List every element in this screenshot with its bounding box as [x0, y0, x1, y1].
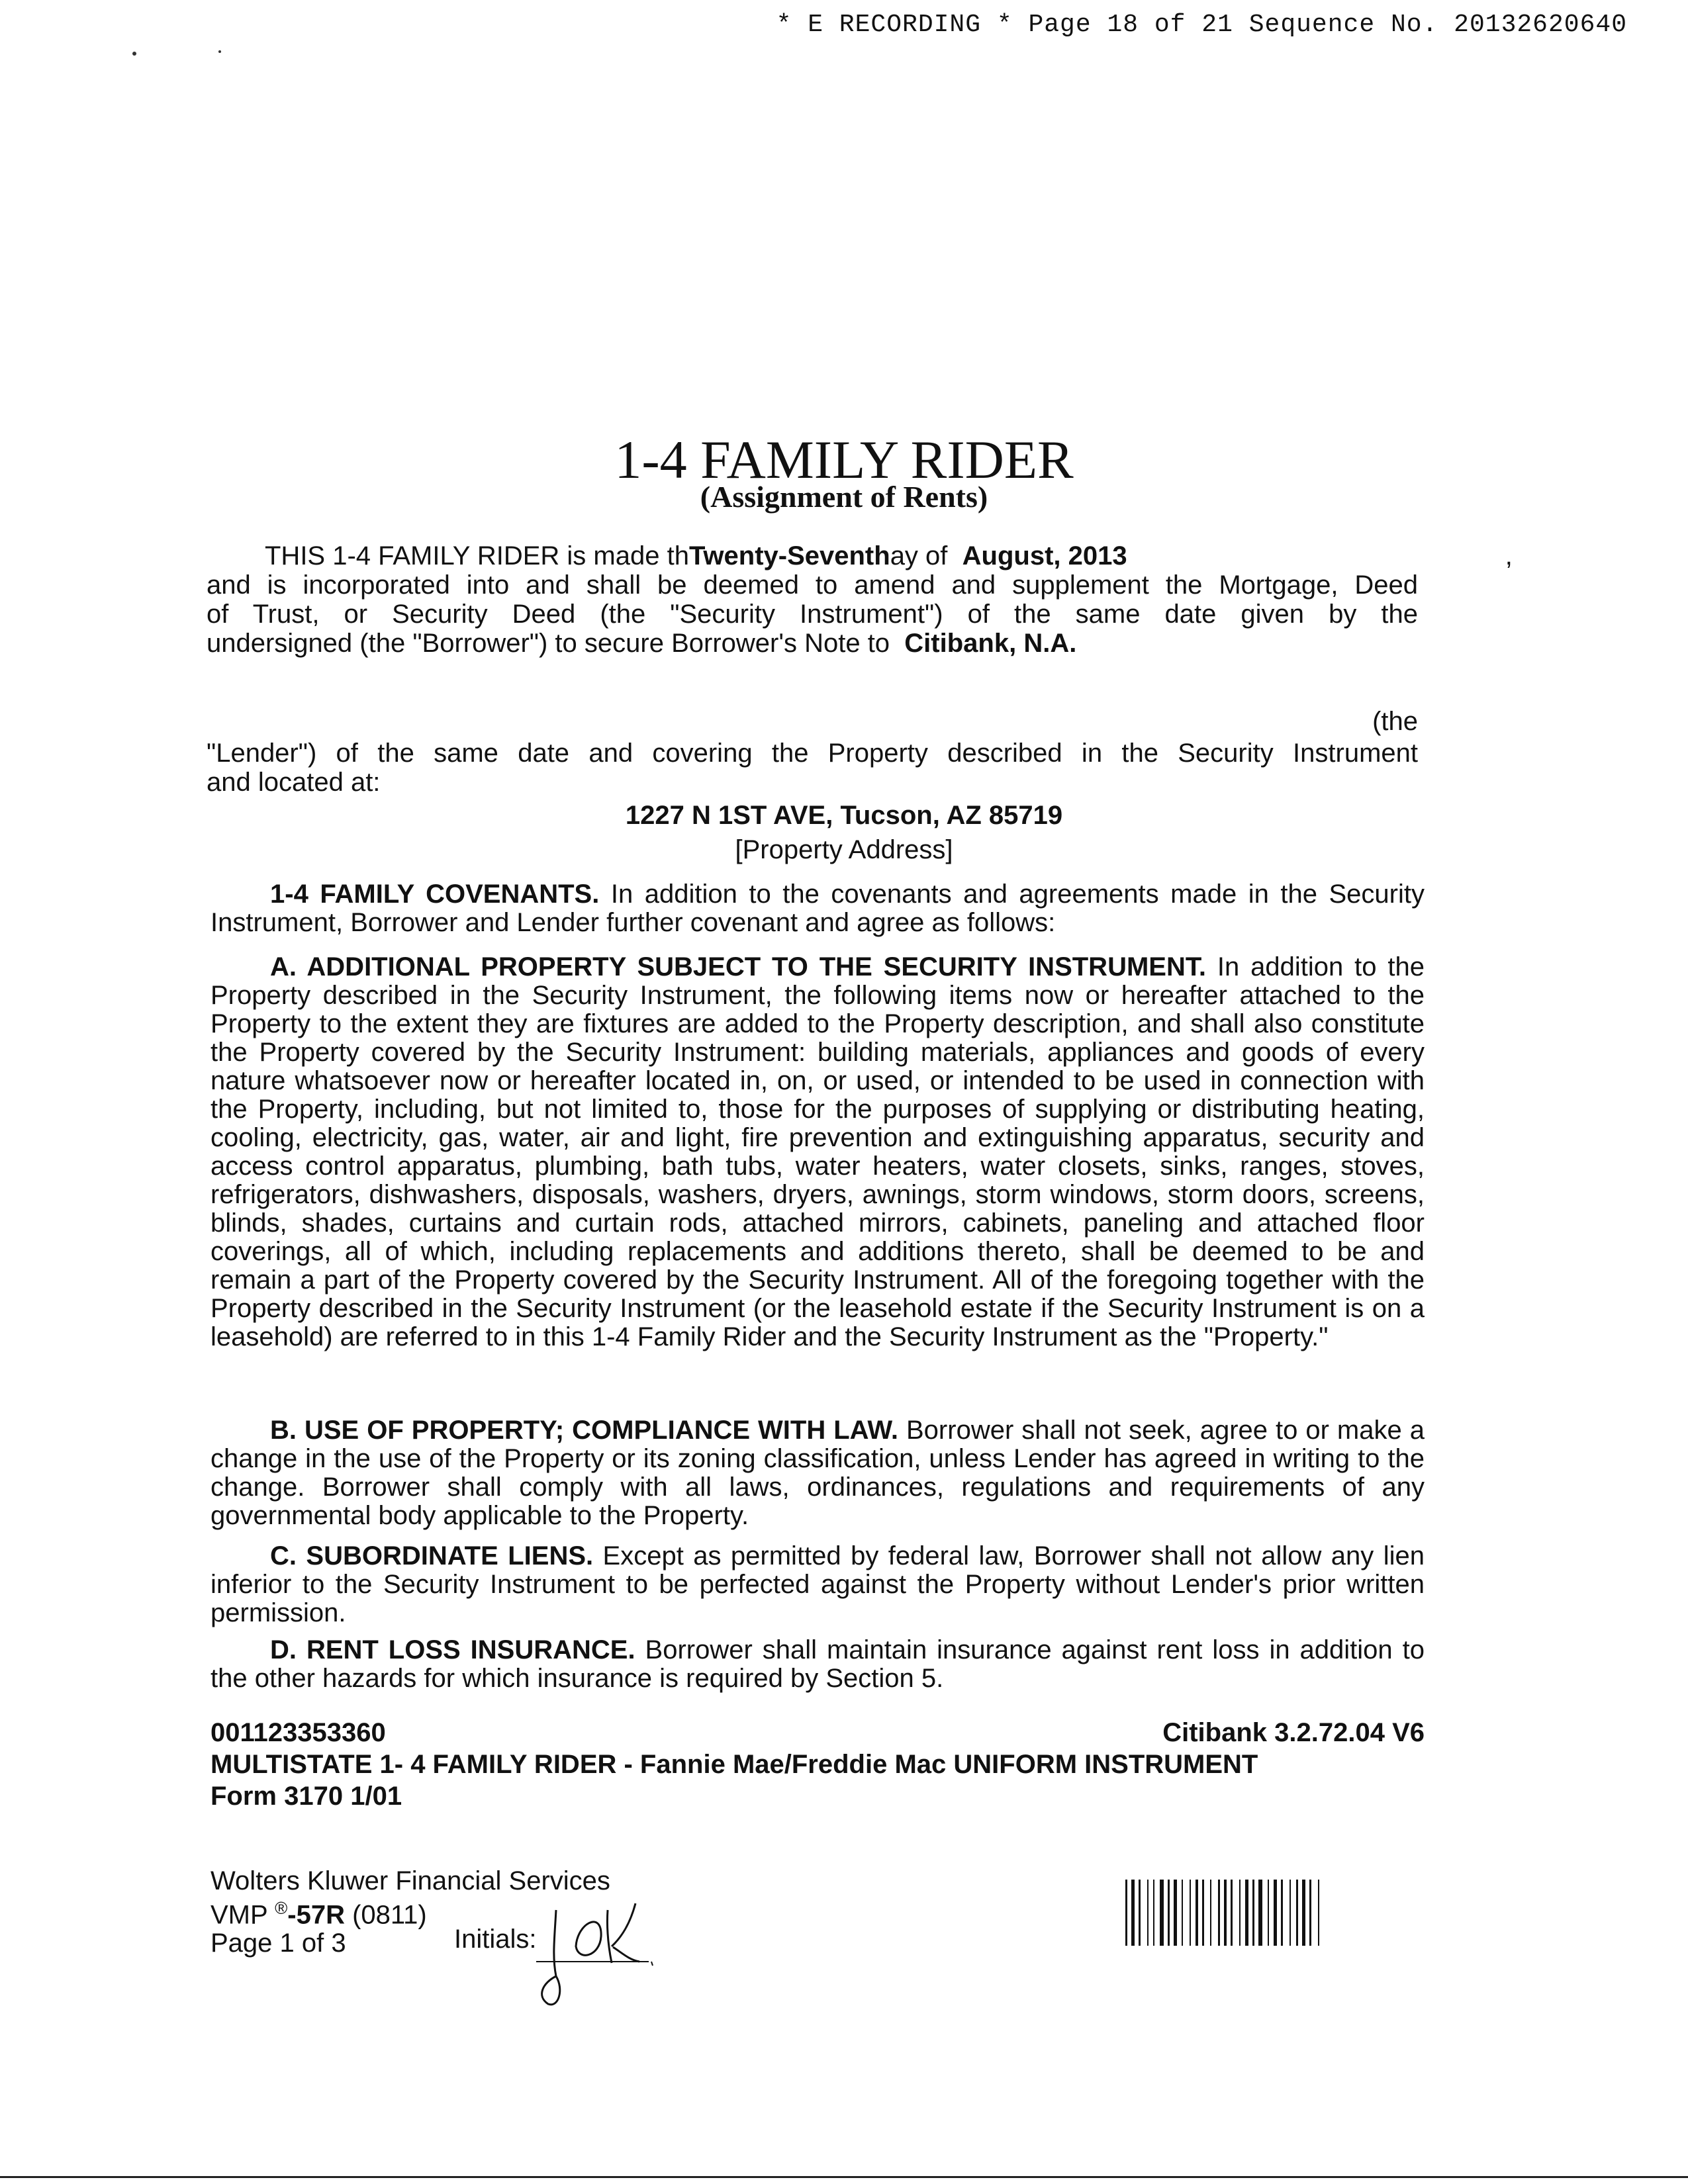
barcode-bar: [1252, 1880, 1254, 1946]
scan-speck: [132, 52, 136, 56]
barcode-bar: [1281, 1880, 1283, 1946]
covenants-text: In addition to the covenants and agreements made in the Security Instrument, Borrower and Lender further covenant and agree as follows:: [211, 880, 1425, 937]
section-d-heading: D. RENT LOSS INSURANCE.: [270, 1635, 635, 1664]
barcode-bar: [1168, 1880, 1170, 1946]
barcode-bar: [1153, 1880, 1154, 1946]
section-a-paragraph: [211, 953, 1425, 1351]
barcode-bar: [1147, 1880, 1149, 1946]
barcode-bar: [1131, 1880, 1135, 1946]
intro-comma: ,: [1505, 541, 1513, 570]
vmp-code: [211, 1898, 427, 1930]
covenants-heading: 1-4 FAMILY COVENANTS.: [270, 880, 600, 909]
bottom-rule: [0, 2176, 1688, 2178]
barcode-bar: [1174, 1880, 1177, 1946]
intro-prefix: THIS 1-4 FAMILY RIDER is made th: [265, 541, 689, 570]
intro-mid: ay of: [890, 541, 948, 570]
barcode-bar: [1160, 1880, 1164, 1946]
barcode-bar: [1196, 1880, 1198, 1946]
rider-month-year: August, 2013: [962, 541, 1127, 570]
loan-number: 001123353360: [211, 1718, 386, 1747]
intro-line-3: of Trust, or Security Deed (the "Security Instrument") of the same date given by the: [207, 600, 1418, 629]
section-c-heading: C. SUBORDINATE LIENS.: [270, 1541, 594, 1570]
barcode-bar: [1274, 1880, 1277, 1946]
rider-day: Twenty-Seventh: [688, 541, 890, 570]
vmp-suffix: (0811): [352, 1900, 427, 1930]
property-address: 1227 N 1ST AVE, Tucson, AZ 85719: [625, 801, 1063, 830]
page-counter: Page 1 of 3: [211, 1929, 346, 1958]
barcode-bar: [1258, 1880, 1262, 1946]
section-b-text: Borrower shall not seek, agree to or make a change in the use of the Property or its zoning classification, unless Lender has agreed in writing to the change. Borrower shall comply with all laws, ordinances, regulations and requirements of any governmental body applicable to the Property.: [211, 1416, 1425, 1530]
form-code: Citibank 3.2.72.04 V6: [1162, 1718, 1425, 1747]
document-title: 1-4 FAMILY RIDER: [614, 430, 1074, 490]
lender-paragraph: [207, 739, 1418, 797]
barcode-bar: [1125, 1880, 1127, 1946]
document-subtitle: (Assignment of Rents): [700, 480, 988, 514]
initials-signature: [530, 1884, 662, 2009]
section-b-paragraph: [211, 1416, 1425, 1530]
section-d-paragraph: [211, 1636, 1425, 1693]
barcode-bar: [1182, 1880, 1183, 1946]
section-a-heading: A. ADDITIONAL PROPERTY SUBJECT TO THE SECURITY INSTRUMENT.: [270, 952, 1206, 981]
section-c-paragraph: [211, 1542, 1425, 1627]
lender-name: Citibank, N.A.: [904, 629, 1077, 658]
barcode-bar: [1296, 1880, 1298, 1946]
intro-line-2: and is incorporated into and shall be deemed to amend and supplement the Mortgage, Deed: [207, 570, 1418, 600]
intro-paragraph: [207, 541, 1513, 658]
barcode-bar: [1239, 1880, 1241, 1946]
section-b-heading: B. USE OF PROPERTY; COMPLIANCE WITH LAW.: [270, 1416, 898, 1445]
form-number: Form 3170 1/01: [211, 1782, 402, 1811]
vmp-prefix: VMP: [211, 1900, 267, 1930]
scan-speck: [218, 50, 221, 53]
section-d-text: Borrower shall maintain insurance against rent loss in addition to the other hazards for which insurance is required by Section 5.: [211, 1635, 1425, 1693]
barcode-bar: [1245, 1880, 1248, 1946]
section-a-text: In addition to the Property described in the Security Instrument, the following items now or hereafter attached to the Property to the extent they are fixtures are added to the Property description, and shall also constitute the Property covered by the Security Instrument: building materials, appliances and goods of every nature whatsoever now or hereafter located in, on, or used, or intended to be used in connection with the Property, including, but not limited to, those for the purposes of supplying or distributing heating, cooling, electricity, gas, water, air and light, fire prevention and extinguishing apparatus, security and access control apparatus, plumbing, bath tubs, water heaters, water closets, sinks, ranges, stoves, refrigerators, dishwashers, disposals, washers, dryers, awnings, storm windows, storm doors, screens, blinds, shades, curtains and curtain rods, attached mirrors, cabinets, paneling and attached floor coverings, all of which, including replacements and additions thereto, shall be deemed to be and remain a part of the Property covered by the Security Instrument. All of the foregoing together with the Property described in the Security Instrument (or the leasehold estate if the Security Instrument is on a leasehold) are referred to in this 1-4 Family Rider and the Security Instrument as the "Property.": [211, 952, 1425, 1351]
form-title: MULTISTATE 1- 4 FAMILY RIDER - Fannie Mae/Freddie Mac UNIFORM INSTRUMENT: [211, 1750, 1258, 1779]
barcode-bar: [1210, 1880, 1211, 1946]
registered-mark: ®: [275, 1898, 288, 1918]
publisher-name: Wolters Kluwer Financial Services: [211, 1866, 610, 1895]
lender-open-paren: (the: [1372, 707, 1418, 736]
intro-line-1: [207, 541, 1513, 570]
barcode-bar: [1190, 1880, 1191, 1946]
barcode-bar: [1309, 1880, 1311, 1946]
section-c-text: Except as permitted by federal law, Borrower shall not allow any lien inferior to the Security Instrument to be perfected against the Property without Lender's prior written permission.: [211, 1541, 1425, 1627]
barcode-bar: [1268, 1880, 1269, 1946]
intro-note-prefix: undersigned (the "Borrower") to secure Borrower's Note to: [207, 629, 890, 658]
barcode-icon: [1125, 1880, 1422, 1946]
barcode-bar: [1289, 1880, 1291, 1946]
recording-header: * E RECORDING * Page 18 of 21 Sequence No. 20132620640: [776, 11, 1627, 39]
lender-line-1: "Lender") of the same date and covering the Property described in the Security Instrument: [207, 739, 1418, 768]
intro-line-4: [207, 629, 1418, 658]
property-address-label: [Property Address]: [735, 835, 953, 864]
vmp-form-code: -57R: [287, 1900, 345, 1930]
lender-line-2: and located at:: [207, 768, 381, 797]
barcode-bar: [1302, 1880, 1305, 1946]
barcode-bar: [1218, 1880, 1220, 1946]
barcode-bar: [1231, 1880, 1233, 1946]
initials-label: Initials:: [454, 1925, 537, 1954]
barcode-bar: [1318, 1880, 1319, 1946]
covenants-paragraph: [211, 880, 1425, 937]
barcode-bar: [1224, 1880, 1227, 1946]
barcode-bar: [1202, 1880, 1204, 1946]
barcode-bar: [1139, 1880, 1141, 1946]
